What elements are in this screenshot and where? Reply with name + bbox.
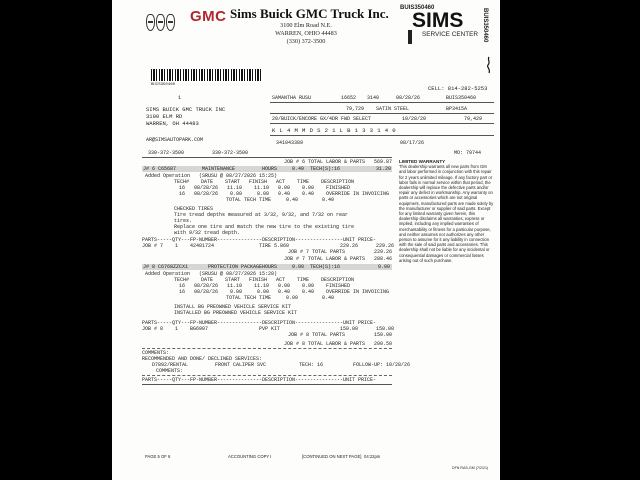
job-total-value: 200.50 (374, 341, 393, 347)
mo-number: MO: 79744 (454, 150, 482, 156)
ro-number: BUIS350460 (446, 95, 477, 101)
tech-header: TECH# DATE START FINISH ACT TIME DESCRIPTION (174, 179, 355, 185)
mileage: 79,729 (346, 106, 365, 112)
delivery-date: 10/28/20 (402, 116, 427, 122)
vehicle-description: 20/BUICK/ENCORE GX/4DR FWD SELECT (272, 116, 372, 122)
tech-row: 16 08/28/26 0.00 0.00 0.40 0.40 OVERRIDE IN INVOICING (179, 289, 390, 295)
tech-row: 16 08/28/26 11.10 11.10 0.00 0.00 FINISHED (179, 283, 351, 289)
note-line: INSTALL BG PREOWNED VEHICLE SERVICE KIT (174, 304, 292, 310)
business-phone: 330-372-3500 (212, 150, 249, 156)
mileage-out: 79,429 (464, 116, 483, 122)
ro-barcode (151, 69, 263, 81)
parts-total-value: 150.00 (374, 332, 393, 338)
page-count: PAGE 5 OF 6 (145, 454, 171, 459)
open-date: 08/28/26 (396, 95, 421, 101)
job-header-amount: 31.20 (376, 166, 392, 172)
job-total-value: 288.46 (374, 256, 393, 262)
job-header-right: HOURS 0.40 TECH(S):16 (262, 166, 341, 172)
stock-id-top: BUIS350460 (400, 5, 435, 11)
ro-date: 08/17/26 (400, 140, 425, 146)
page-number: 1 (178, 95, 182, 101)
form-number: DFN RAS-GM (7/2/21) (452, 466, 489, 470)
customer-address-line-2: 3100 ELM RD (146, 113, 183, 120)
job-header-right: HOURS 0.00 TECH(S):16 (262, 264, 341, 270)
account-number: 341043389 (276, 140, 304, 146)
vin: K L 4 M M D S 2 1 L B 1 3 3 1 4 0 (272, 127, 396, 134)
parts-total-label: JOB # 7 TOTAL PARTS (288, 249, 346, 255)
job-header-left: J# 6 C65687 (143, 166, 177, 172)
added-operation: Added Operation (SRUSU @ 08/27/2026 15:25) (145, 173, 278, 179)
total-tech-time: TOTAL TECH TIME 0.00 0.40 (226, 295, 335, 301)
note-line: with 9/32 tread depth. (174, 230, 241, 236)
recommended-services-label: RECOMMENDED AND DONE/ DECLINED SERVICES: (142, 356, 263, 362)
dealer-address-1: 3100 Elm Road N.E. (280, 22, 332, 29)
job6-total-label: JOB # 6 TOTAL LABOR & PARTS (284, 159, 366, 165)
sims-logo-subtitle: SERVICE CENTER (422, 31, 478, 38)
note-line: tires. (174, 218, 193, 224)
note-line: INSTALLED BG PREOWNED VEHICLE SERVICE KIT (174, 310, 298, 316)
parts-header: PARTS-----QTY---FP-NUMBER---------------DESCRIPTION----------------UNIT PRICE- (142, 320, 377, 326)
job-total-label: JOB # 7 TOTAL LABOR & PARTS (284, 256, 366, 262)
tech-row: 16 08/28/26 0.00 0.00 0.40 0.40 OVERRIDE IN INVOICING (179, 191, 390, 197)
parts-row: JOB # 8 1 BG6907 PVP KIT 150.00 150.00 (142, 326, 395, 332)
copy-type: ACCOUNTING COPY I (228, 454, 272, 459)
advisor-name: SAMANTHA RUSU (272, 95, 312, 101)
job-header-mid: PROTECTION PACKAGE (208, 264, 263, 270)
warranty-title: LIMITED WARRANTY (399, 159, 446, 164)
tech-header: TECH# DATE START FINISH ACT TIME DESCRIPTION (174, 277, 355, 283)
recommended-service-row: D7892/RENTAL FRONT CALIPER SVC TECH: 16 FOLLOW-UP: 10/28/26 (152, 362, 411, 368)
tag-number-2: 3140 (367, 95, 380, 101)
limited-warranty (399, 159, 494, 263)
job-header-amount: 0.00 (378, 264, 391, 270)
cell-phone: CELL: 814-282-5253 (428, 85, 488, 92)
dealer-address-2: WARREN, OHIO 44483 (275, 30, 337, 37)
stock-number: BP3415A (446, 106, 468, 112)
dealer-name: Sims Buick GMC Truck Inc. (230, 6, 389, 21)
print-time: 04:22pm (364, 454, 381, 459)
note-line: CHECKED TIRES (174, 206, 214, 212)
repair-order-page (112, 0, 500, 480)
added-operation: Added Operation (SRUSU @ 08/27/2026 15:28) (145, 271, 278, 277)
job6-total-value: 569.87 (374, 159, 393, 165)
job-header-mid: MAINTENANCE (202, 166, 236, 172)
bottom-parts-header: PARTS-----QTY---FP-NUMBER---------------DESCRIPTION----------------UNIT PRICE- (142, 377, 377, 383)
customer-address-line-1: SIMS BUICK GMC TRUCK INC (146, 106, 226, 113)
parts-total-label: JOB # 8 TOTAL PARTS (288, 332, 346, 338)
handwritten-signature (484, 56, 494, 74)
recommended-comments: COMMENTS: (156, 368, 184, 374)
vehicle-color: SATIN STEEL (376, 106, 410, 112)
comments-label: COMMENTS: (142, 350, 170, 356)
barcode-number: BUIS350460 (151, 83, 176, 87)
tech-row: 16 08/28/26 11.10 11.10 0.00 0.00 FINISHED (179, 185, 351, 191)
sims-logo-word: SIMS (412, 9, 464, 32)
parts-row: JOB # 7 1 42481724 TIRE 5.860 229.26 229.26 (142, 243, 395, 249)
note-line: Replace one tire and match the new tire to the existing tire (174, 224, 355, 230)
parts-total-value: 229.26 (374, 249, 393, 255)
warranty-body: This dealership warrants all new parts from GM and labor performed in conjunction with this repair for 2 years unlimited mileage. If any factory part or labor fails in normal service within that period, the dealership will replace the defective parts and/or repair any defect in workmanship. Any warranty on parts or accessories which are not original equipment, manufactured parts are made solely by the manufacturer or supplier of said parts. Except for any limited warranty given herein, this dealership disclaims all warranties, express or implied, including any implied warranties of merchantability or fitness for a particular purpose, and neither assumes nor authorizes any other person to assume for it any liability in connection with the sale of said parts and accessories. This dealership shall not be liable for any incidental or consequential damages or commercial losses arising out of such purchase. (399, 164, 494, 263)
customer-address-line-3: WARREN, OH 44483 (146, 120, 199, 127)
job-header-left: J# 8 C6768ZZCX1 (143, 264, 189, 270)
dealer-phone: (330) 372-3500 (286, 38, 326, 45)
stock-id-side: BUIS350460 (482, 8, 488, 43)
logo-accent-bar (408, 30, 412, 44)
job-total-label: JOB # 8 TOTAL LABOR & PARTS (284, 341, 366, 347)
tag-number: 16652 (341, 95, 357, 101)
home-phone: 330-372-3500 (148, 150, 185, 156)
gmc-logo: GMC (190, 8, 227, 25)
parts-header: PARTS-----QTY---FP-NUMBER---------------DESCRIPTION----------------UNIT PRICE- (142, 237, 377, 243)
customer-email: AR@SIMSAUTOPARK.COM (146, 137, 204, 143)
note-line: Tire tread depths measured at 3/32, 9/32, and 7/32 on rear (174, 212, 349, 218)
total-tech-time: TOTAL TECH TIME 0.40 0.40 (226, 197, 335, 203)
continued-note: [CONTINUED ON NEXT PAGE] (302, 454, 362, 459)
